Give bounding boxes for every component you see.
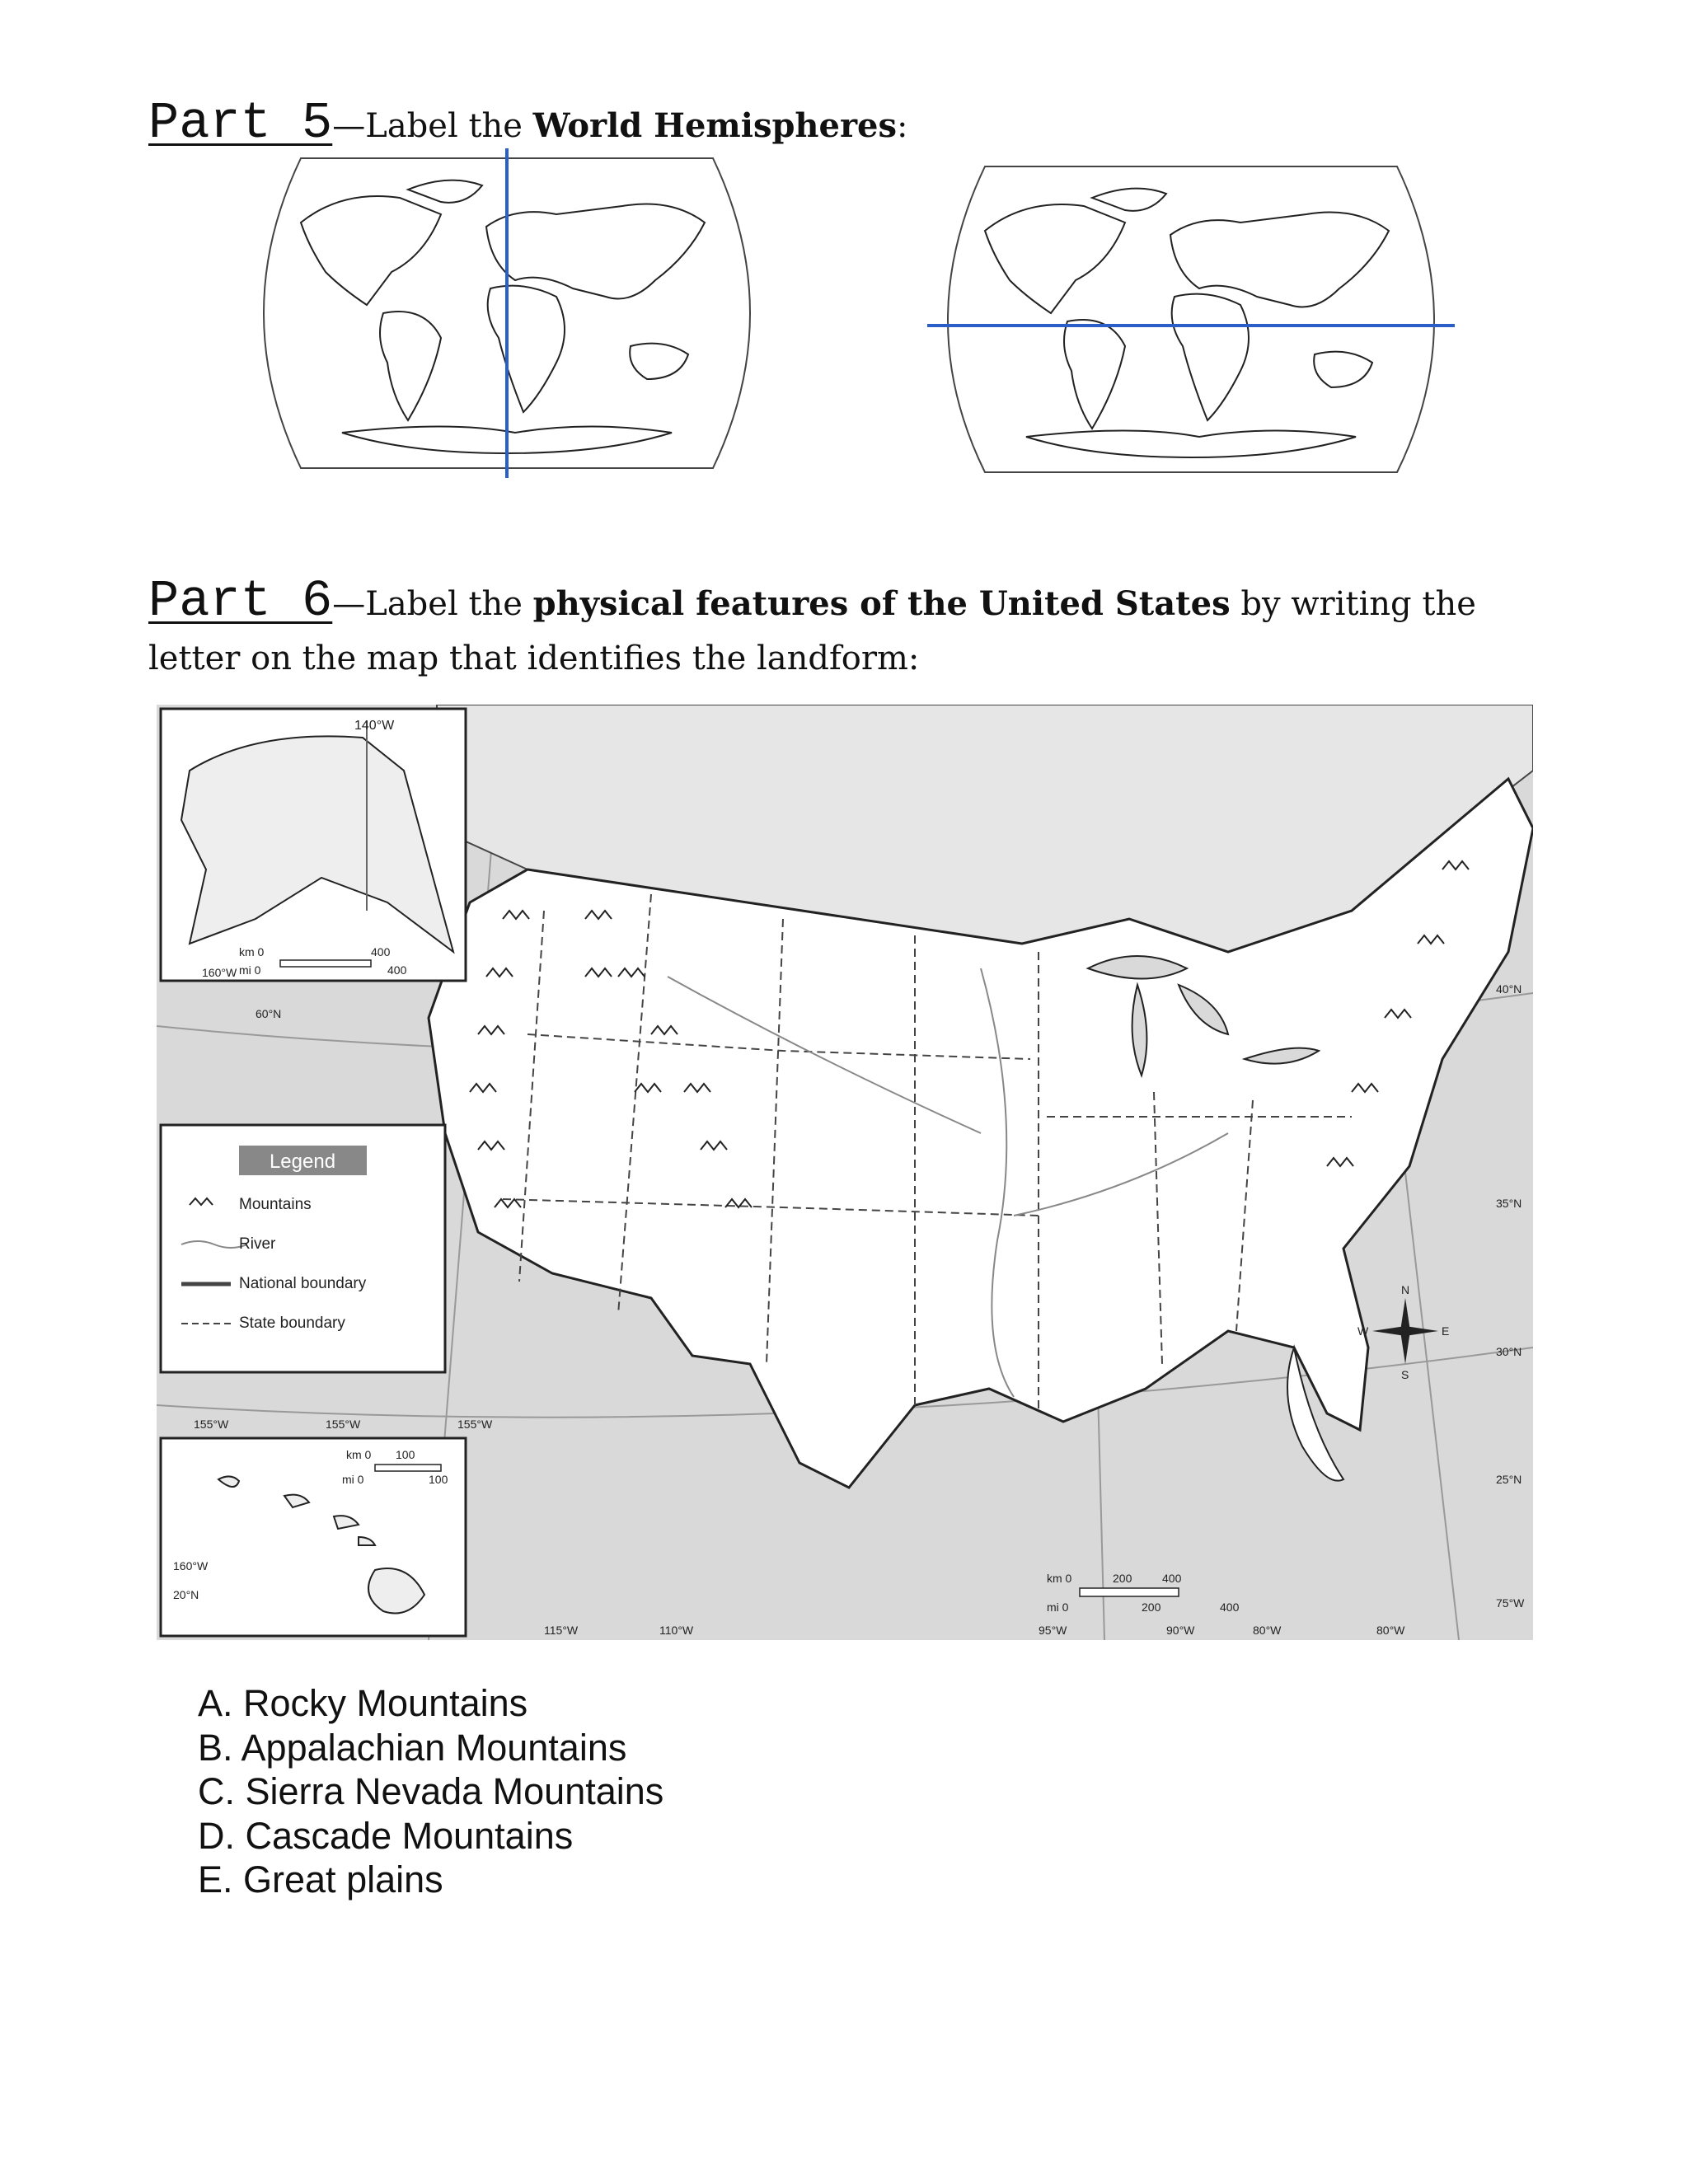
hawaii-km-label: km 0 [346,1448,372,1461]
part6-tail: by writing the letter on the map that identifies the landform: [148,585,1476,677]
world-map-prime-meridian [243,148,771,478]
landform-choices [198,1681,663,1902]
choice-b: B. Appalachian Mountains [198,1726,627,1769]
scale-mi-200: 200 [1142,1601,1161,1614]
compass-w: W [1357,1324,1369,1338]
legend-title: Legend [269,1151,336,1173]
compass-n: N [1401,1283,1410,1296]
compass-e: E [1442,1324,1450,1338]
lon-110: 110°W [659,1624,694,1637]
legend-item-mountains: Mountains [239,1196,312,1213]
choice-d: D. Cascade Mountains [198,1814,574,1857]
lat-30: 30°N [1496,1345,1522,1358]
part6-dash: — [332,585,366,623]
compass-s: S [1401,1368,1409,1381]
part5-lead: Label the [365,107,533,145]
map-legend [161,1125,445,1372]
alaska-inset [161,709,466,1020]
hawaii-mi-label: mi 0 [342,1473,364,1486]
hawaii-lon-4: 160°W [173,1559,209,1572]
alaska-km-label: km 0 [239,945,265,958]
hawaii-km-value: 100 [396,1448,415,1461]
lon-75: 75°W [1496,1596,1525,1610]
hawaii-mi-value: 100 [429,1473,448,1486]
world-map-equator [927,157,1455,482]
scale-km-200: 200 [1113,1572,1132,1585]
alaska-mi-value: 400 [387,963,407,977]
part5-bold: World Hemispheres [532,106,897,145]
lon-115: 115°W [544,1624,579,1637]
alaska-lat-label: 60°N [256,1007,282,1020]
lat-40: 40°N [1496,982,1522,996]
us-physical-map [157,705,1533,1640]
hawaii-lat: 20°N [173,1588,199,1601]
alaska-lon-label: 160°W [202,966,237,979]
scale-mi-label: mi 0 [1047,1601,1069,1614]
hawaii-lon-3: 155°W [457,1418,493,1431]
alaska-meridian-label: 140°W [354,719,395,733]
lat-25: 25°N [1496,1473,1522,1486]
scale-km-400: 400 [1162,1572,1182,1585]
part5-title: Part 5 [148,94,333,152]
scale-mi-400: 400 [1220,1601,1240,1614]
alaska-mi-label: mi 0 [239,963,261,977]
lon-95: 95°W [1039,1624,1067,1637]
legend-item-state: State boundary [239,1315,345,1332]
hawaii-lon-2: 155°W [326,1418,361,1431]
part6-heading [148,567,1500,681]
part6-title: Part 6 [148,572,333,630]
lon-80a: 80°W [1253,1624,1282,1637]
part5-tail: : [897,107,908,145]
legend-item-national: National boundary [239,1275,367,1292]
lon-80b: 80°W [1376,1624,1405,1637]
choice-c: C. Sierra Nevada Mountains [198,1770,664,1812]
lon-90: 90°W [1166,1624,1195,1637]
part6-bold: physical features of the United States [532,584,1231,623]
part6-lead: Label the [365,585,533,623]
choice-e: E. Great plains [198,1858,443,1900]
part5-dash: — [332,107,366,145]
hawaii-inset [161,1418,493,1636]
hawaii-lon-1: 155°W [194,1418,229,1431]
choice-a: A. Rocky Mountains [198,1682,528,1724]
scale-km-label: km 0 [1047,1572,1072,1585]
legend-item-river: River [239,1235,276,1253]
alaska-km-value: 400 [371,945,391,958]
lat-35: 35°N [1496,1197,1522,1210]
